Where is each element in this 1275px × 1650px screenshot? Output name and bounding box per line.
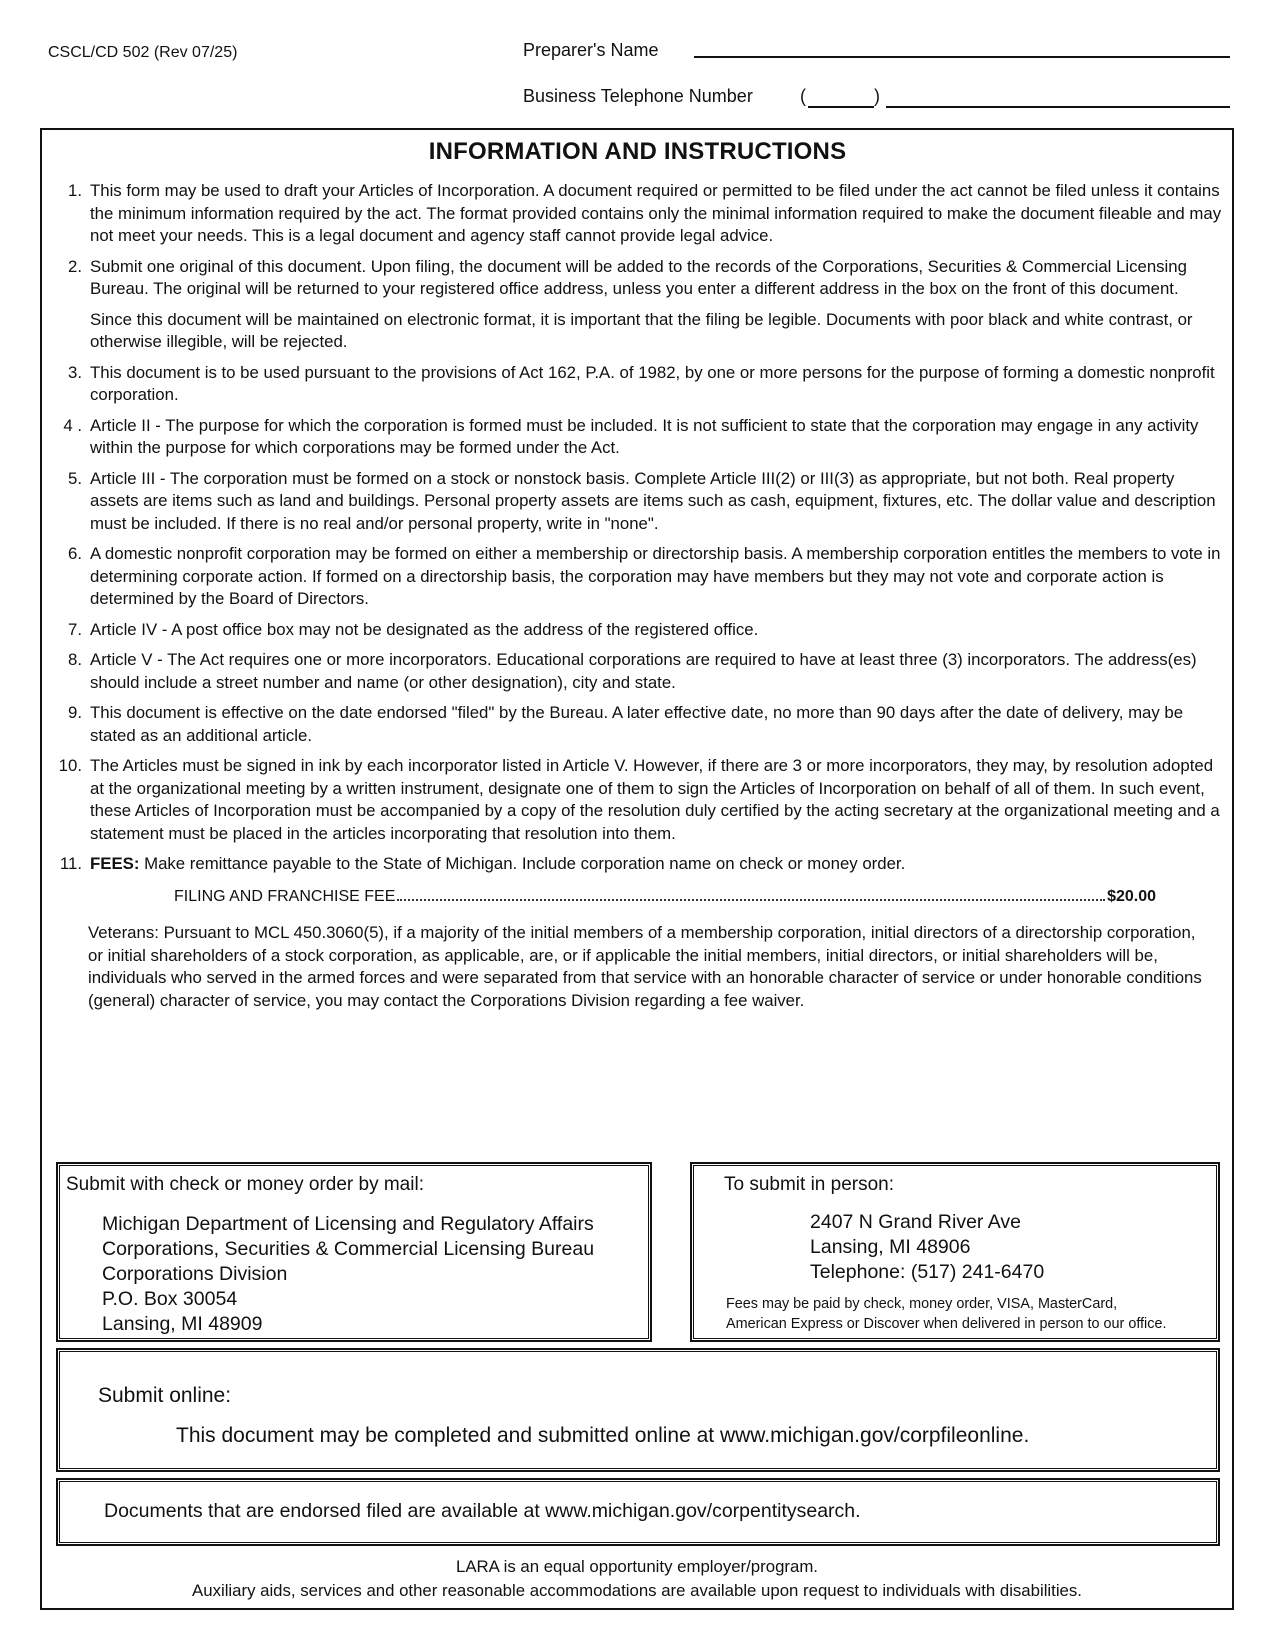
instruction-text: Since this document will be maintained on electronic format, it is important that the filing be legible. Documents with poor black and white contrast, or otherwise illegible, will be rejected. <box>90 309 1193 351</box>
mail-address-line: Corporations, Securities & Commercial Licensing Bureau <box>102 1238 595 1260</box>
entity-search-box <box>56 1478 1220 1546</box>
phone-number-field[interactable] <box>886 106 1230 108</box>
online-submission-box <box>56 1348 1220 1472</box>
mail-submission-box <box>56 1162 652 1342</box>
filing-fee-row <box>174 886 1156 909</box>
instructions-list <box>56 180 1224 1012</box>
filing-fee-amount: $20.00 <box>1107 887 1156 905</box>
mail-address-line: Corporations Division <box>102 1263 288 1285</box>
instruction-number: 7. <box>68 619 82 639</box>
page-title: INFORMATION AND INSTRUCTIONS <box>428 138 847 165</box>
preparer-name-field[interactable] <box>694 56 1230 58</box>
instruction-item <box>56 649 1224 694</box>
instruction-text: Article II - The purpose for which the corporation is formed must be included. It is not sufficient to state that the corporation may engage in any activity within the purpose for which corporations may be formed under the Act. <box>90 415 1199 457</box>
footer-line: LARA is an equal opportunity employer/program. <box>456 1557 818 1576</box>
fees-label: FEES: <box>90 854 140 873</box>
instruction-item <box>56 468 1224 536</box>
business-phone-label <box>523 86 753 107</box>
payment-methods-note <box>726 1294 1166 1334</box>
instruction-number: 8. <box>68 650 82 669</box>
business-phone-label-text: Business Telephone Number <box>523 86 753 106</box>
instruction-number: 6. <box>68 544 82 563</box>
instruction-number: 3. <box>68 362 82 382</box>
instruction-item-fees <box>56 853 1224 876</box>
instruction-text: Article III - The corporation must be formed on a stock or nonstock basis. Complete Article III(2) or III(3) as appropriate, but not both. Real property assets are items such as land and buildings. Personal property assets are items such as cash, equipment, fixtures, etc. The dollar value and description must be included. If there is no real and/or personal property, write in "none". <box>90 468 1216 533</box>
footer-line: Auxiliary aids, services and other reasonable accommodations are available upon request to individuals with disabilities. <box>192 1581 1082 1600</box>
instruction-number: 2. <box>68 256 82 276</box>
entity-search-text: Documents that are endorsed filed are available at www.michigan.gov/corpentitysearch. <box>104 1500 861 1522</box>
instruction-item <box>56 755 1224 845</box>
veterans-note: Veterans: Pursuant to MCL 450.3060(5), if a majority of the initial members of a membership corporation, initial directors of a directorship corporation, or initial shareholders of a stock corporation, as applicable, are, or if applicable the initial members, initial directors, or initial shareholders will be, individuals who served in the armed forces and were separated from that service with an honorable character of service or under honorable conditions (general) character of service, you may contact the Corporations Division regarding a fee waiver. <box>88 923 1202 1010</box>
mail-address-line: Lansing, MI 48909 <box>102 1313 263 1335</box>
instruction-text: Article IV - A post office box may not be designated as the address of the registered office. <box>90 619 759 639</box>
form-code: CSCL/CD 502 (Rev 07/25) <box>48 44 238 61</box>
instruction-item <box>56 180 1224 248</box>
instruction-item <box>56 543 1224 611</box>
mail-heading: Submit with check or money order by mail: <box>66 1174 424 1195</box>
phone-close-paren: ) <box>874 86 880 106</box>
in-person-address <box>810 1210 1044 1285</box>
fees-text: Make remittance payable to the State of Michigan. Include corporation name on check or money order. <box>139 854 906 873</box>
instruction-item <box>56 362 1224 407</box>
instruction-item <box>56 256 1224 354</box>
online-text: This document may be completed and submitted online at www.michigan.gov/corpfileonline. <box>176 1424 1030 1447</box>
instruction-number: 4 . <box>63 415 82 435</box>
instruction-number: 5. <box>68 468 82 488</box>
instruction-number: 11. <box>59 854 82 873</box>
instruction-item <box>56 619 1224 642</box>
mail-address-line: P.O. Box 30054 <box>102 1288 238 1310</box>
payment-note-line: American Express or Discover when delivered in person to our office. <box>726 1316 1167 1332</box>
instruction-text: This form may be used to draft your Articles of Incorporation. A document required or permitted to be filed under the act cannot be filed unless it contains the minimum information required by the act. The format provided contains only the minimal information required to make the document fileable and may not meet your needs. This is a legal document and agency staff cannot provide legal advice. <box>90 181 1222 245</box>
dot-leader <box>397 899 1105 901</box>
mail-address-line: Michigan Department of Licensing and Regulatory Affairs <box>102 1213 594 1235</box>
instruction-text: This document is effective on the date endorsed "filed" by the Bureau. A later effective date, no more than 90 days after the date of delivery, may be stated as an additional article. <box>90 703 1184 745</box>
instruction-number: 10. <box>58 756 82 775</box>
payment-note-line: Fees may be paid by check, money order, VISA, MasterCard, <box>726 1296 1118 1312</box>
instruction-text: Article V - The Act requires one or more incorporators. Educational corporations are required to have at least three (3) incorporators. The address(es) should include a street number and name (or other designation), city and state. <box>90 650 1197 692</box>
instruction-text: This document is to be used pursuant to the provisions of Act 162, P.A. of 1982, by one or more persons for the purpose of forming a domestic nonprofit corporation. <box>90 362 1215 404</box>
instruction-number: 1. <box>68 181 82 200</box>
filing-fee-label: FILING AND FRANCHISE FEE <box>174 887 396 905</box>
instruction-text: Submit one original of this document. Upon filing, the document will be added to the records of the Corporations, Securities & Commercial Licensing Bureau. The original will be returned to your registered office address, unless you enter a different address in the box on the front of this document. <box>90 256 1187 298</box>
mail-address <box>102 1212 594 1337</box>
instruction-item <box>56 415 1224 460</box>
instruction-text: A domestic nonprofit corporation may be formed on either a membership or directorship basis. A membership corporation entitles the members to vote in determining corporate action. If formed on a directorship basis, the corporation may have members but they may not vote and corporate action is determined by the Board of Directors. <box>90 544 1221 608</box>
footer <box>40 1555 1234 1603</box>
in-person-address-line: Lansing, MI 48906 <box>810 1236 971 1258</box>
instruction-number: 9. <box>68 703 82 722</box>
in-person-heading: To submit in person: <box>724 1174 895 1195</box>
in-person-address-line: Telephone: (517) 241-6470 <box>810 1261 1045 1283</box>
phone-area-code-field[interactable] <box>808 106 874 108</box>
online-heading: Submit online: <box>98 1384 232 1407</box>
instruction-text: The Articles must be signed in ink by each incorporator listed in Article V. However, if there are 3 or more incorporators, they may, by resolution adopted at the organizational meeting by a written instrument, designate one of them to sign the Articles of Incorporation on behalf of all of them. In such event, these Articles of Incorporation must be accompanied by a copy of the resolution duly certified by the acting secretary at the organizational meeting and a statement must be placed in the articles incorporating that resolution into them. <box>90 756 1220 843</box>
instruction-item <box>56 702 1224 747</box>
phone-open-paren: ( <box>800 86 806 106</box>
in-person-address-line: 2407 N Grand River Ave <box>810 1211 1022 1233</box>
in-person-submission-box <box>690 1162 1220 1342</box>
preparer-name-label: Preparer's Name <box>523 40 659 60</box>
